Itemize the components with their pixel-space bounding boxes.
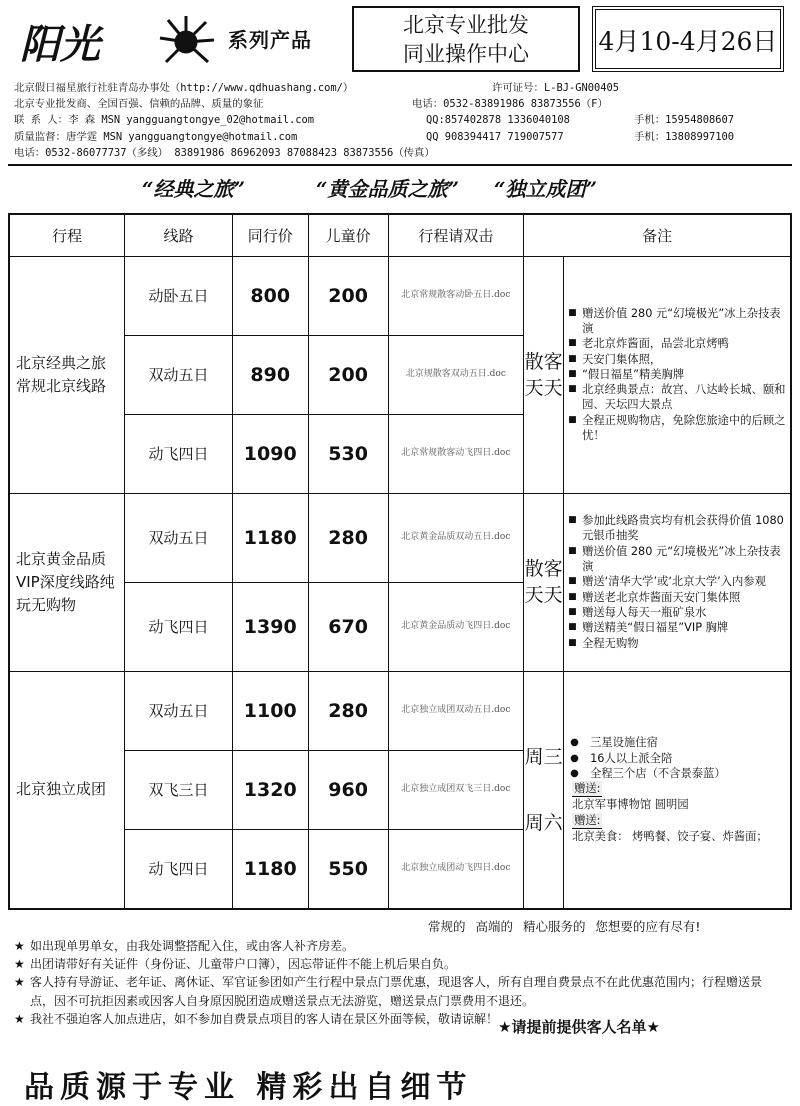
name-list-notice: ★请提前提供客人名单★: [498, 1018, 660, 1036]
qq-text: QQ 908394417 719007577: [426, 130, 564, 143]
info-line: [14, 96, 794, 112]
note-item: ■ 全程无购物: [568, 636, 786, 651]
price-cell: 1390: [232, 582, 308, 671]
price-cell: 1180: [232, 493, 308, 582]
itinerary-doc-link[interactable]: 北京常规散客动飞四日.doc: [388, 414, 524, 493]
price-cell: 1320: [232, 750, 308, 829]
tagline: 常规的 高端的 精心服务的 您想要的应有尽有!: [428, 919, 701, 934]
child-price-cell: 670: [308, 582, 388, 671]
itinerary-doc-link[interactable]: 北京独立成团双飞三日.doc: [388, 750, 524, 829]
child-price-cell: 200: [308, 256, 388, 335]
schedule-wed-sat: [524, 671, 564, 909]
notes-classic: [564, 256, 791, 493]
schedule-daily: 散客天天: [524, 256, 564, 493]
header-route: 行程: [9, 214, 125, 256]
schedule-daily: 散客天天: [524, 493, 564, 671]
slogan-classic: “经典之旅”: [142, 177, 246, 201]
note-item: ■ 全程正规购物店，免除您旅途中的后顾之忧！: [568, 413, 786, 444]
line-cell: 双飞三日: [125, 750, 233, 829]
note-item: ● 全程三个店（不含景泰蓝）: [568, 766, 786, 781]
contact-info: [14, 80, 794, 161]
slogan-gold: “黄金品质之旅”: [316, 177, 460, 201]
child-price-cell: 280: [308, 493, 388, 582]
route-gold-vip: 北京黄金品质VIP深度线路纯玩无购物: [9, 493, 125, 671]
note-item: ■ 老北京炸酱面，品尝北京烤鸭: [568, 336, 786, 351]
notes-gold-vip: [564, 493, 791, 671]
logo-text: 阳光: [20, 21, 100, 68]
motto: 品质源于专业 精彩出自细节: [24, 1070, 473, 1105]
price-cell: 1180: [232, 829, 308, 909]
info-line: [14, 129, 794, 145]
divider: [8, 164, 792, 166]
gift-label: 赠送:: [572, 813, 602, 829]
child-price-cell: 530: [308, 414, 388, 493]
slogan-independent: “独立成团”: [494, 177, 598, 201]
note-item: ■ 赠送价值 280 元“幻境极光”冰上杂技表演: [568, 306, 786, 337]
footer-note: ★ 我社不强迫客人加点进店，如不参加自费景点项目的客人请在景区外面等候，敬请谅解！: [14, 1010, 794, 1028]
info-line: [14, 80, 794, 96]
note-item: ■ “假日福星”精美胸牌: [568, 367, 786, 382]
gift-text: 北京美食： 烤鸭餐、饺子宴、炸酱面；: [572, 829, 768, 843]
note-item: ■ 参加此线路贵宾均有机会获得价值 1080 元银币抽奖: [568, 513, 786, 544]
child-price-cell: 200: [308, 335, 388, 414]
note-item: ■ 赠送价值 280 元“幻境极光”冰上杂技表演: [568, 544, 786, 575]
sun-icon: [160, 16, 214, 62]
note-item: ■ 赠送‘清华大学’或‘北京大学’入内参观: [568, 574, 786, 589]
footer-note: ★ 如出现单男单女，由我处调整搭配入住，或由客人补齐房差。: [14, 937, 794, 955]
license-number: 许可证号：L-BJ-GN00405: [492, 82, 620, 94]
series-label: 系列产品: [228, 28, 312, 52]
note-item: ■ 赠送老北京炸酱面天安门集体照: [568, 590, 786, 605]
date-range-box: 4月10-4月26日: [592, 6, 784, 72]
table-row: [9, 256, 791, 335]
notes-independent: [564, 671, 791, 909]
header-itinerary-doc: 行程请双击: [388, 214, 524, 256]
price-cell: 1090: [232, 414, 308, 493]
child-price-cell: 960: [308, 750, 388, 829]
contact-person: 联 系 人：李 森 MSN yangguangtongye_02@hotmail.com: [14, 114, 315, 127]
itinerary-table: [8, 213, 792, 910]
quality-supervisor: 质量监督：唐学霆 MSN yangguangtongye@hotmail.com: [14, 130, 298, 143]
info-line: [14, 145, 794, 161]
header-trade-price: 同行价: [232, 214, 308, 256]
header-notes: 备注: [524, 214, 791, 256]
line-cell: 双动五日: [125, 493, 233, 582]
note-item: ● 16人以上派全陪: [568, 751, 786, 766]
center-box-line-2: 同业操作中心: [403, 42, 529, 66]
wholesale-center-box: [352, 6, 580, 72]
line-cell: 双动五日: [125, 335, 233, 414]
table-row: [9, 671, 791, 750]
info-text: 北京假日福星旅行社驻青岛办事处（http://www.qdhuashang.com/）: [14, 82, 354, 94]
line-cell: 动飞四日: [125, 829, 233, 909]
footer-note: ★ 客人持有导游证、老年证、离休证、军官证参团如产生行程中景点门票优惠，现退客人，所有自理自费景点不在此优惠范围内；行程赠送景点，因不可抗拒因素或因客人自身原因脱团造成赠送景点无法游览，赠送景点门票费用不退还。: [14, 973, 794, 1009]
table-header-row: [9, 214, 791, 256]
mobile-text: 手机：13808997100: [634, 130, 734, 143]
footer-note: ★ 出团请带好有关证件（身份证、儿童带户口簿），因忘带证件不能上机后果自负。: [14, 955, 794, 973]
child-price-cell: 550: [308, 829, 388, 909]
table-row: [9, 493, 791, 582]
line-cell: 动卧五日: [125, 256, 233, 335]
itinerary-doc-link[interactable]: 北京常规散客动卧五日.doc: [388, 256, 524, 335]
gift-text: 北京军事博物馆 圆明园: [572, 798, 689, 812]
company-logo: [18, 12, 218, 70]
phone-list: 电话：0532-86077737（多线） 83891986 86962093 87088423 83873556（传真）: [14, 146, 435, 159]
note-item: ■ 赠送每人每天一瓶矿泉水: [568, 605, 786, 620]
itinerary-doc-link[interactable]: 北京黄金品质动飞四日.doc: [388, 582, 524, 671]
route-classic: 北京经典之旅常规北京线路: [9, 256, 125, 493]
line-cell: 动飞四日: [125, 414, 233, 493]
footer-notes: [14, 937, 794, 1028]
child-price-cell: 280: [308, 671, 388, 750]
qq-text: QQ:857402878 1336040108: [426, 114, 570, 127]
price-cell: 1100: [232, 671, 308, 750]
info-text: 北京专业批发商、全国百强、信赖的品牌、质量的象征: [14, 98, 264, 111]
note-item: ■ 赠送精美“假日福星”VIP 胸牌: [568, 620, 786, 635]
center-box-line-1: 北京专业批发: [403, 13, 529, 37]
header-line: 线路: [125, 214, 233, 256]
header-child-price: 儿童价: [308, 214, 388, 256]
price-cell: 800: [232, 256, 308, 335]
gift-label: 赠送:: [572, 781, 602, 797]
mobile-text: 手机：15954808607: [634, 114, 734, 127]
itinerary-doc-link[interactable]: 北京黄金品质双动五日.doc: [388, 493, 524, 582]
itinerary-doc-link[interactable]: 北京独立成团双动五日.doc: [388, 671, 524, 750]
info-line: [14, 112, 794, 128]
route-independent: 北京独立成团: [9, 671, 125, 909]
note-item: ● 三星设施住宿: [568, 735, 786, 750]
note-item: ■ 北京经典景点：故宫、八达岭长城、颐和园、天坛四大景点: [568, 382, 786, 413]
schedule-saturday: 周六: [524, 811, 563, 834]
itinerary-doc-link[interactable]: 北京规散客双动五日.doc: [388, 335, 524, 414]
price-cell: 890: [232, 335, 308, 414]
line-cell: 双动五日: [125, 671, 233, 750]
phone-text: 电话：0532-83891986 83873556（F）: [412, 98, 608, 111]
itinerary-doc-link[interactable]: 北京独立成团动飞四日.doc: [388, 829, 524, 909]
schedule-wednesday: 周三: [524, 745, 563, 768]
line-cell: 动飞四日: [125, 582, 233, 671]
note-item: ■ 天安门集体照，: [568, 352, 786, 367]
